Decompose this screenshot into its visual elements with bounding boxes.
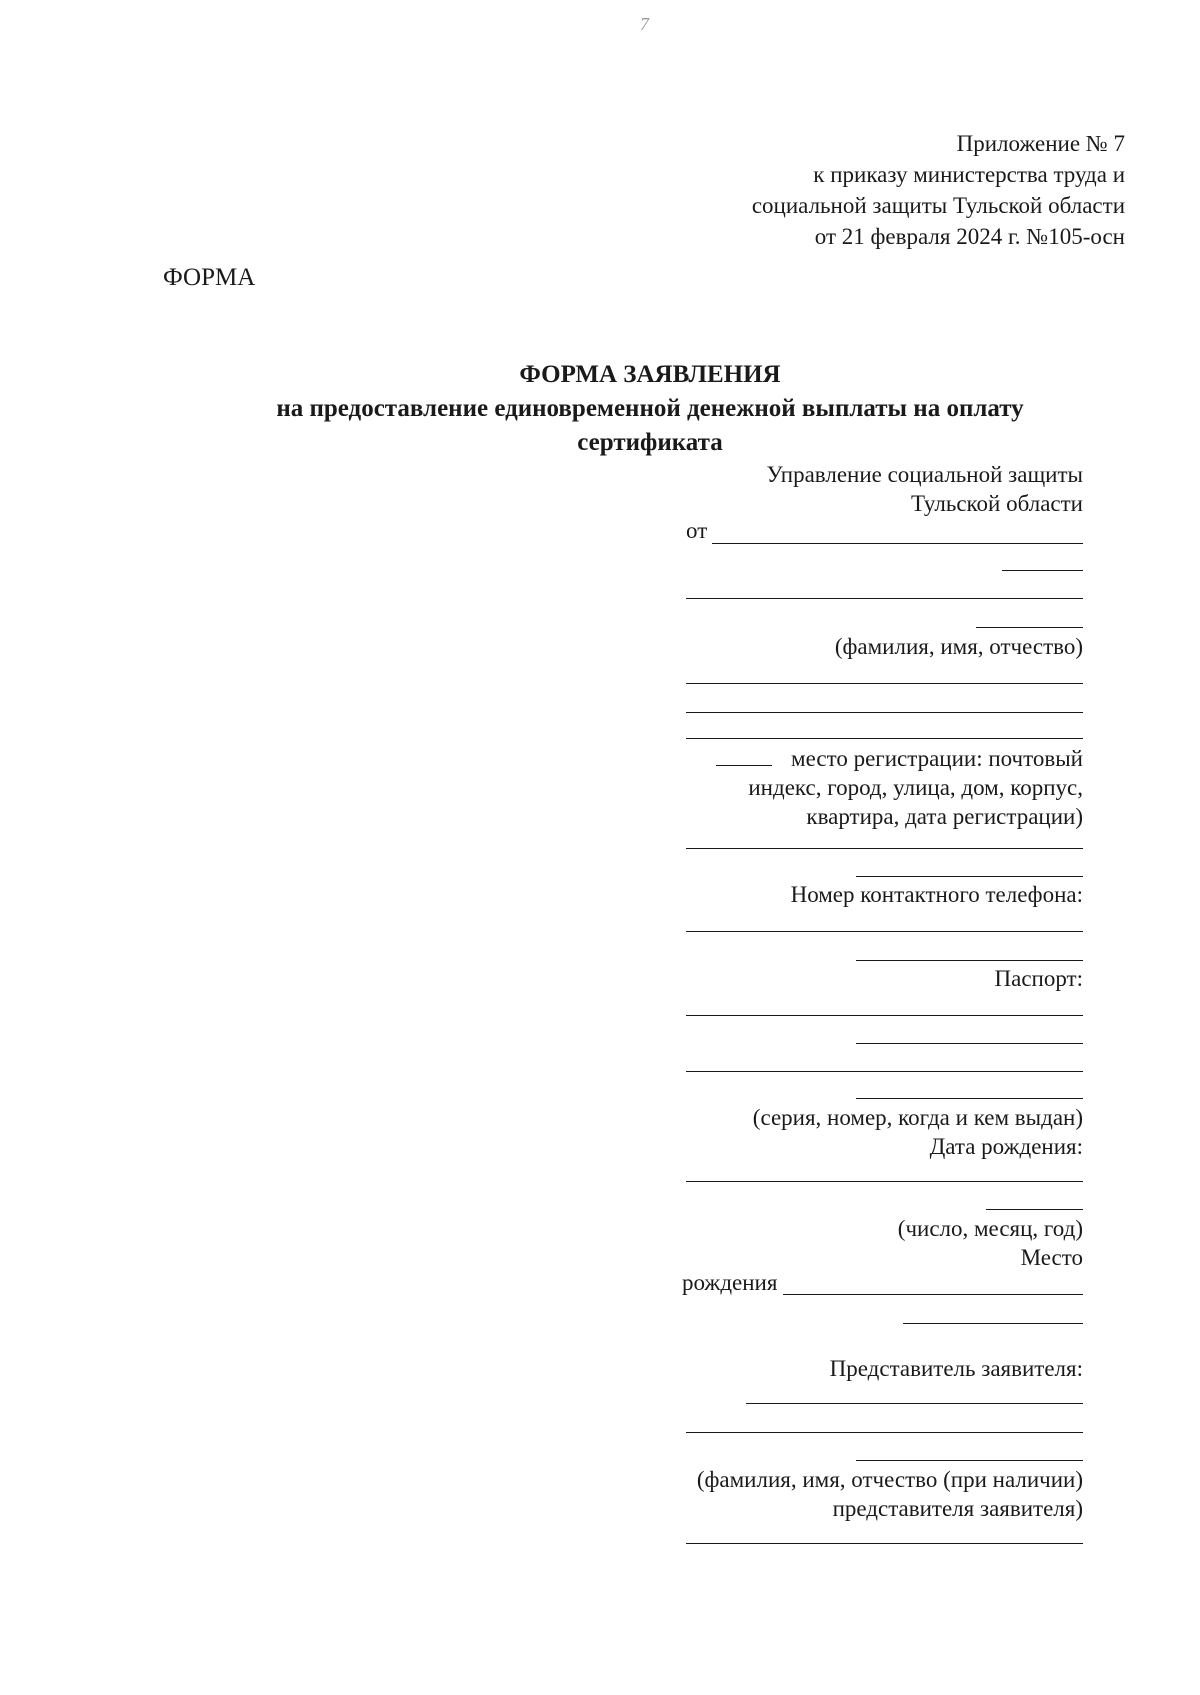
passport-line[interactable] xyxy=(686,1015,1083,1016)
page-number: 7 xyxy=(640,14,649,34)
document-title xyxy=(0,358,1200,460)
birth-place-line[interactable] xyxy=(903,1323,1083,1324)
passport-caption: (серия, номер, когда и кем выдан) xyxy=(752,1105,1083,1130)
representative-caption-line: представителя заявителя) xyxy=(832,1496,1083,1521)
title-line: на предоставление единовременной денежной выплаты на оплату xyxy=(276,395,1024,422)
registration-prefix-line[interactable] xyxy=(716,765,772,766)
representative-line[interactable] xyxy=(746,1403,1083,1404)
addressee-line: Управление социальной защиты xyxy=(766,462,1083,487)
addressee-line: Тульской области xyxy=(910,491,1083,516)
representative-label: Представитель заявителя: xyxy=(829,1356,1083,1381)
fill-line[interactable] xyxy=(1002,570,1083,571)
birth-place-label: Место xyxy=(1020,1245,1083,1270)
passport-label: Паспорт: xyxy=(994,966,1083,991)
registration-caption-line: индекс, город, улица, дом, корпус, xyxy=(748,775,1083,800)
fill-line[interactable] xyxy=(686,598,1083,599)
annex-line: от 21 февраля 2024 г. №105-осн xyxy=(814,224,1125,249)
birth-date-label: Дата рождения: xyxy=(929,1134,1083,1159)
fio-caption: (фамилия, имя, отчество) xyxy=(834,634,1083,659)
birth-place-label: рождения xyxy=(682,1270,778,1295)
forma-label: ФОРМА xyxy=(163,264,256,291)
address-line[interactable] xyxy=(686,738,1083,739)
fill-line[interactable] xyxy=(686,1543,1083,1544)
address-line[interactable] xyxy=(686,712,1083,713)
birth-date-caption: (число, месяц, год) xyxy=(897,1216,1083,1241)
registration-caption-line: место регистрации: почтовый xyxy=(791,746,1083,771)
annex-header xyxy=(752,128,1125,252)
passport-line[interactable] xyxy=(856,1098,1083,1099)
title-line: ФОРМА ЗАЯВЛЕНИЯ xyxy=(519,361,781,388)
annex-line: к приказу министерства труда и xyxy=(813,162,1125,187)
representative-line[interactable] xyxy=(686,1432,1083,1433)
from-input-line[interactable] xyxy=(712,543,1083,544)
fill-line[interactable] xyxy=(686,848,1083,849)
birth-date-line[interactable] xyxy=(686,1181,1083,1182)
fill-line[interactable] xyxy=(976,627,1083,628)
fill-line[interactable] xyxy=(856,876,1083,877)
passport-line[interactable] xyxy=(856,1043,1083,1044)
title-line: сертификата xyxy=(577,429,723,456)
phone-line[interactable] xyxy=(686,931,1083,932)
phone-line[interactable] xyxy=(856,960,1083,961)
representative-caption-line: (фамилия, имя, отчество (при наличии) xyxy=(696,1467,1083,1492)
from-label: от xyxy=(686,518,708,543)
passport-line[interactable] xyxy=(686,1071,1083,1072)
address-line[interactable] xyxy=(686,683,1083,684)
birth-place-line[interactable] xyxy=(783,1294,1083,1295)
annex-line: Приложение № 7 xyxy=(956,131,1125,156)
annex-line: социальной защиты Тульской области xyxy=(751,193,1125,218)
birth-date-line[interactable] xyxy=(986,1209,1083,1210)
registration-caption-line: квартира, дата регистрации) xyxy=(806,804,1083,829)
representative-line[interactable] xyxy=(856,1460,1083,1461)
phone-label: Номер контактного телефона: xyxy=(790,882,1083,907)
